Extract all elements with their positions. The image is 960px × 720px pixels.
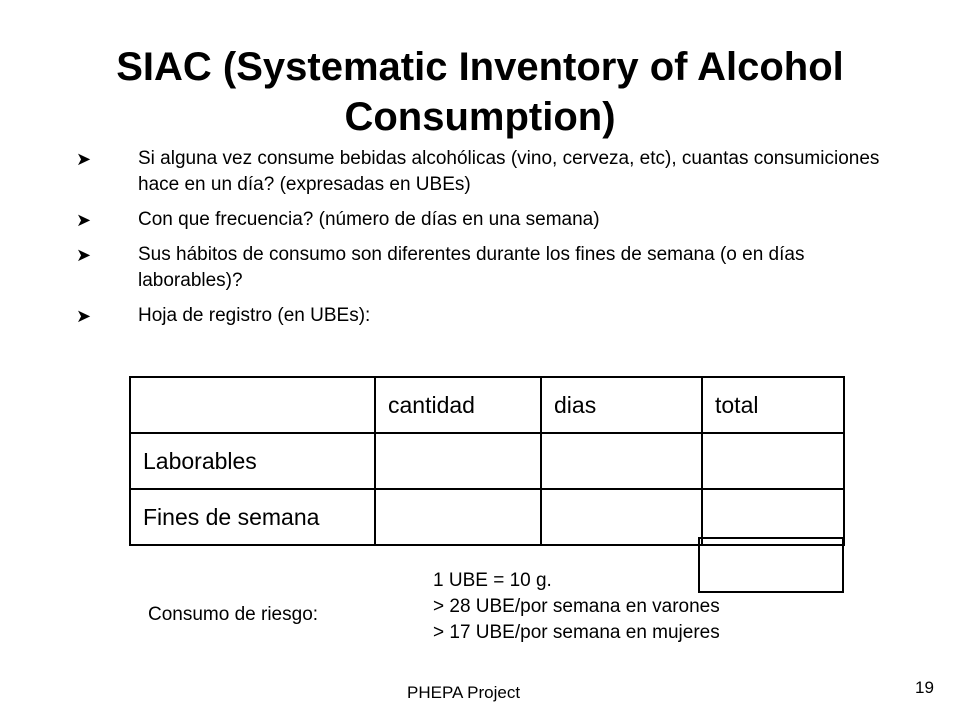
total-sum-cell xyxy=(698,537,844,593)
registro-table xyxy=(129,376,845,546)
risk-line: > 17 UBE/por semana en mujeres xyxy=(433,622,720,643)
table-header-cell: dias xyxy=(541,377,702,433)
arrow-bullet-icon: ➤ xyxy=(76,149,92,169)
bullet-list xyxy=(72,146,902,338)
table-cell xyxy=(541,433,702,489)
bullet-item xyxy=(72,146,902,198)
table-cell xyxy=(541,489,702,545)
bullet-text: Hoja de registro (en UBEs): xyxy=(138,305,371,326)
table-cell xyxy=(375,433,541,489)
arrow-bullet-icon: ➤ xyxy=(76,245,92,265)
bullet-item xyxy=(72,207,902,233)
bullet-text: Sus hábitos de consumo son diferentes durante los fines de semana (o en días laborables)? xyxy=(138,244,805,291)
table-header-row xyxy=(130,377,844,433)
bullet-item xyxy=(72,242,902,294)
arrow-bullet-icon: ➤ xyxy=(76,210,92,230)
table-cell xyxy=(702,433,844,489)
risk-line: 1 UBE = 10 g. xyxy=(433,570,552,591)
table-header-cell xyxy=(130,377,375,433)
slide-title: SIAC (Systematic Inventory of Alcohol Consumption) xyxy=(116,45,844,139)
table-header-cell: cantidad xyxy=(375,377,541,433)
page-number: 19 xyxy=(915,678,934,697)
table-row xyxy=(130,433,844,489)
bullet-text: Con que frecuencia? (número de días en una semana) xyxy=(138,209,600,230)
table-cell xyxy=(375,489,541,545)
bullet-item xyxy=(72,303,902,329)
arrow-bullet-icon: ➤ xyxy=(76,306,92,326)
table-cell: Laborables xyxy=(130,433,375,489)
table-header-cell: total xyxy=(702,377,844,433)
footer-text: PHEPA Project xyxy=(407,683,521,702)
table-cell: Fines de semana xyxy=(130,489,375,545)
risk-line: > 28 UBE/por semana en varones xyxy=(433,596,720,617)
bullet-text: Si alguna vez consume bebidas alcohólicas (vino, cerveza, etc), cuantas consumiciones hace en un día? (expresadas en UBEs) xyxy=(138,148,880,195)
risk-criteria xyxy=(433,568,720,646)
risk-label: Consumo de riesgo: xyxy=(148,604,319,625)
